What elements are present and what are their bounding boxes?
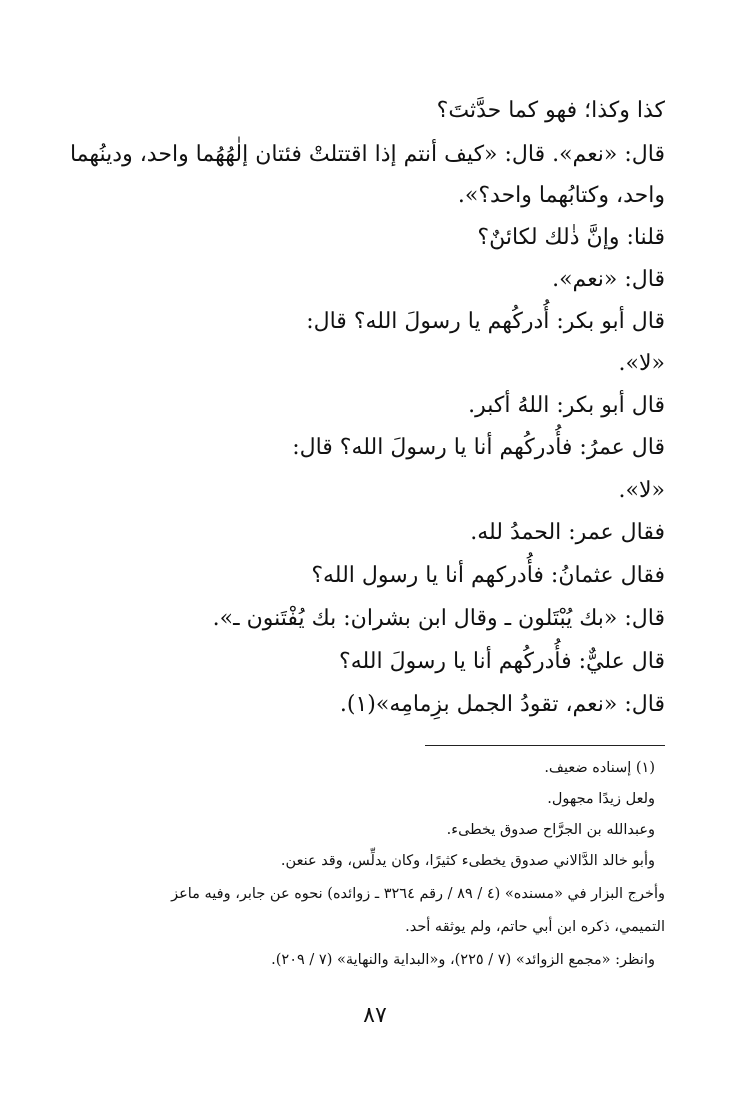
body-line-14: قال عليٌّ: فأُدركُهم أنا يا رسولَ الله؟ bbox=[339, 649, 665, 674]
page-number: ٨٧ bbox=[363, 1003, 387, 1028]
footnote-line-6: التميمي، ذكره ابن أبي حاتم، ولم يوثقه أحد. bbox=[405, 919, 665, 935]
footnote-line-5: وأخرج البزار في «مسنده» (٤ / ٨٩ / رقم ٣٢٦٤ ـ زوائده) نحوه عن جابر، وفيه ماعز bbox=[171, 886, 665, 902]
footnote-separator bbox=[425, 745, 665, 746]
body-line-10: «لا». bbox=[618, 478, 665, 503]
footnote-line-2: ولعل زيدًا مجهول. bbox=[547, 791, 655, 807]
footnote-line-4: وأبو خالد الدَّالاني صدوق يخطىء كثيرًا، وكان يدلِّس، وقد عنعن. bbox=[280, 853, 655, 869]
footnote-line-1: (١) إسناده ضعيف. bbox=[544, 760, 655, 776]
body-line-8: قال أبو بكر: اللهُ أكبر. bbox=[468, 393, 665, 418]
body-line-11: فقال عمر: الحمدُ لله. bbox=[470, 520, 665, 545]
body-line-9: قال عمرُ: فأُدركُهم أنا يا رسولَ الله؟ قال: bbox=[292, 435, 665, 460]
body-line-3: واحد، وكتابُهما واحد؟». bbox=[457, 183, 665, 208]
body-line-1: كذا وكذا؛ فهو كما حدَّثتَ؟ bbox=[436, 98, 665, 123]
body-line-5: قال: «نعم». bbox=[552, 267, 665, 292]
body-line-13: قال: «بك يُبْتَلون ـ وقال ابن بشران: بك يُفْتَنون ـ». bbox=[212, 606, 665, 631]
footnote-line-3: وعبدالله بن الجرَّاح صدوق يخطىء. bbox=[446, 822, 655, 838]
body-line-4: قلنا: وإنَّ ذٰلك لكائنٌ؟ bbox=[477, 225, 665, 250]
body-line-15: قال: «نعم، تقودُ الجمل بزِمامِه»(١). bbox=[339, 692, 665, 717]
body-line-12: فقال عثمانُ: فأُدركهم أنا يا رسول الله؟ bbox=[311, 563, 665, 588]
body-line-6: قال أبو بكر: أُدركُهم يا رسولَ الله؟ قال: bbox=[306, 309, 665, 334]
footnote-line-7: وانظر: «مجمع الزوائد» (٧ / ٢٢٥)، و«البداية والنهاية» (٧ / ٢٠٩). bbox=[271, 952, 655, 968]
body-line-7: «لا». bbox=[618, 351, 665, 376]
body-line-2: قال: «نعم». قال: «كيف أنتم إذا اقتتلتْ فئتان إلٰهُهُما واحد، ودينُهما bbox=[69, 142, 665, 167]
